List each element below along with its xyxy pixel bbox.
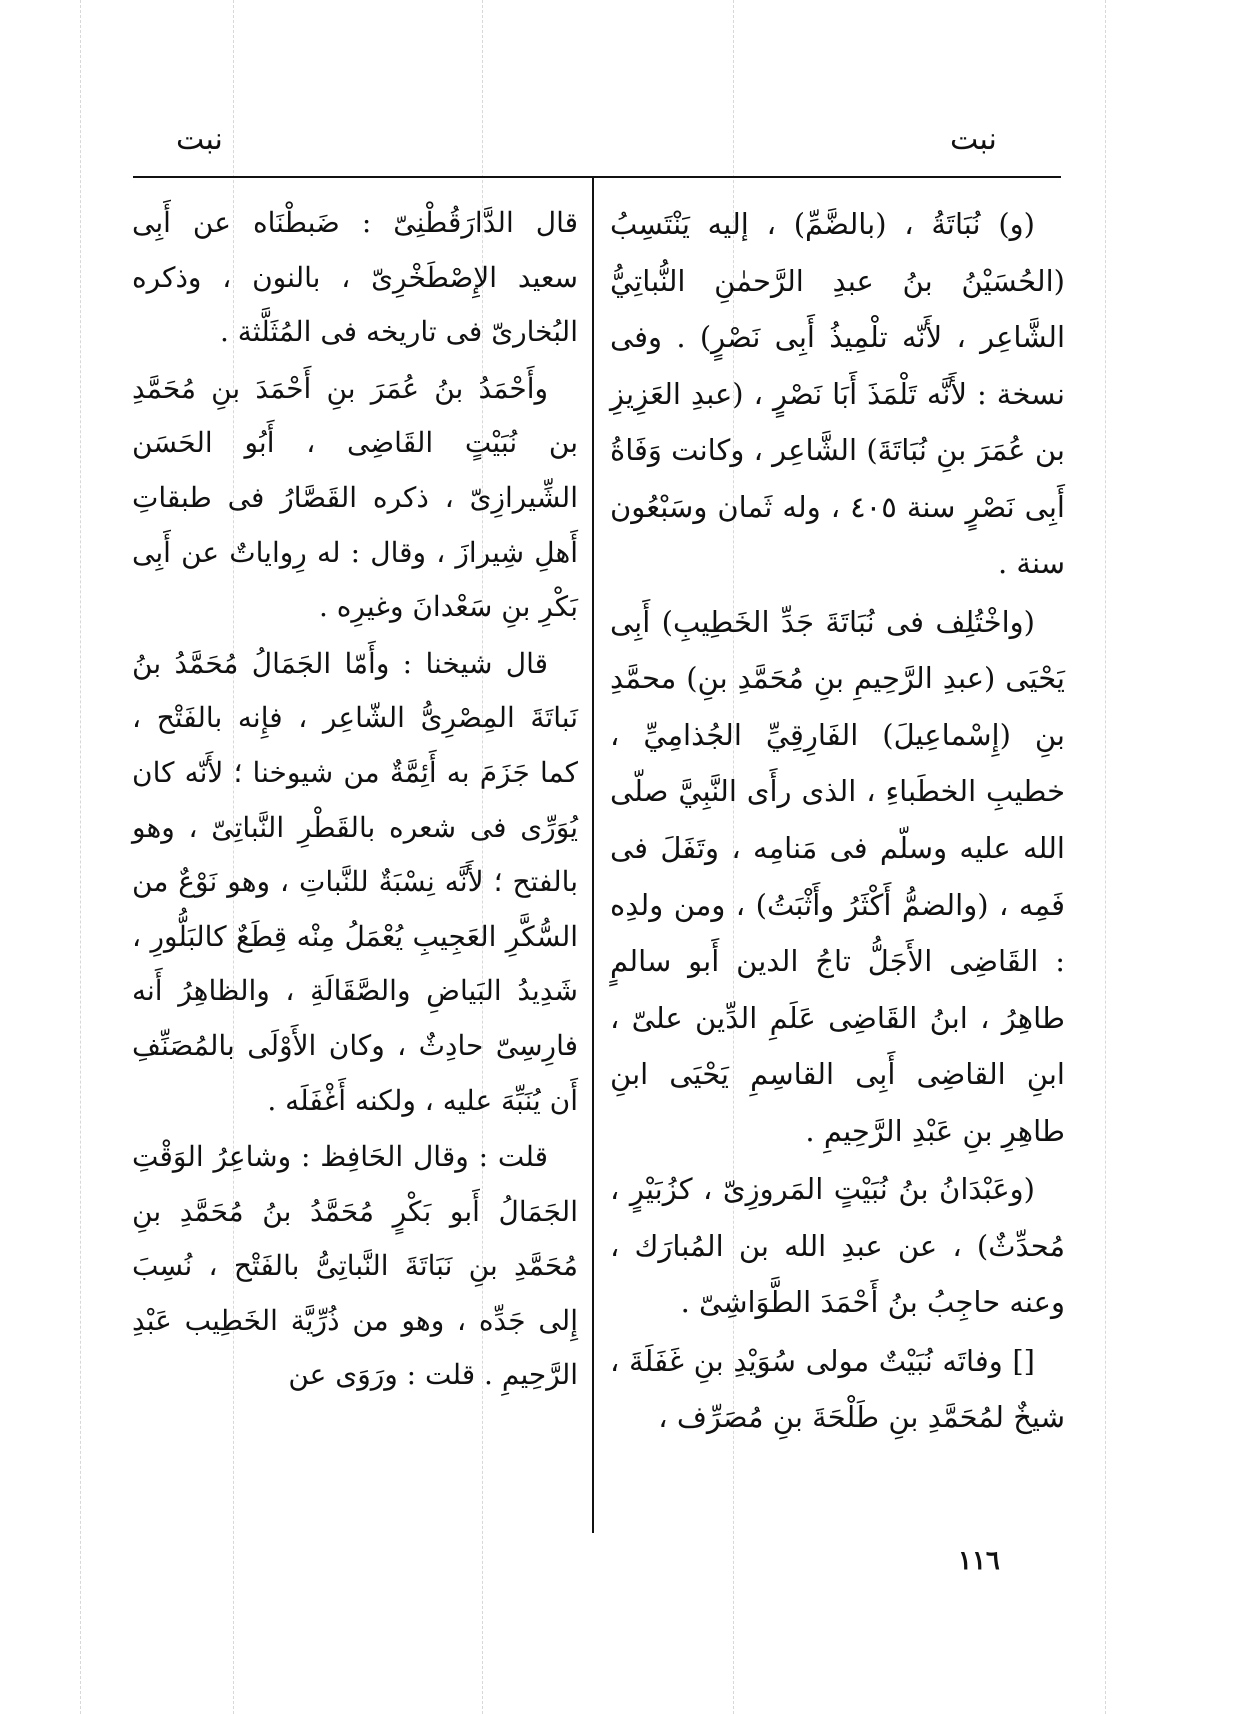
paragraph: (و) نُبَاتَةُ ، (بالضَّمِّ) ، إليه يَنْتَسِبُ (الحُسَيْنُ بنُ عبدِ الرَّحمٰنِ النُّباتِيُّ الشَّاعِر ، لأَنّه تلْمِيذُ أَبِى نَصْرٍ) . وفى نسخة : لأَنَّه تَلْمَذَ أَبَا نَصْرٍ ، (عبدِ العَزِيزِ بن عُمَرَ بنِ نُبَاتَةَ) الشَّاعِر ، وكانت وَفَاةُ أَبِى نَصْرٍ سنة ٤٠٥ ، وله ثَمان وسَبْعُون سنة . bbox=[610, 207, 1065, 581]
scan-guide-line bbox=[1105, 0, 1106, 1714]
paragraph: قلت : وقال الحَافِظ : وشاعِرُ الوَقْتِ الجَمَالُ أَبو بَكْرٍ مُحَمَّدُ بنُ مُحَمَّدِ بنِ مُحَمَّدِ بنِ نَبَاتَةَ النَّباتِىُّ بالفَتْح ، نُسِبَ إِلى جَدِّه ، وهو من ذُرِّيَّة الخَطِيب عَبْدِ الرَّحِيمِ . قلت : ورَوَى عن bbox=[132, 1140, 578, 1392]
right-column bbox=[610, 196, 1065, 1448]
paragraph: قال الدَّارَقُطْنِىّ : ضَبطْنَاه عن أَبِى سعيد الإِصْطَخْرِىّ ، بالنون ، وذكره البُخارىّ فى تاريخه فى المُثَلَّثة . bbox=[132, 206, 578, 349]
paragraph: قال شيخنا : وأَمّا الجَمَالُ مُحَمَّدُ بنُ نَباتَةَ المِصْرِىُّ الشّاعِر ، فإِنه بالفَتْح ، كما جَزَمَ به أَئِمَّةٌ من شيوخنا ؛ لأَنّه كان يُوَرِّى فى شعره بالقَطْرِ النَّباتِىّ ، وهو بالفتح ؛ لأَنَّه نِسْبَةٌ للنَّباتِ ، وهو نَوْعٌ من السُّكَّرِ العَجِيبِ يُعْمَلُ مِنْه قِطَعٌ كالبَلُّورِ ، شَدِيدُ البَياضِ والصَّقَالَةِ ، والظاهِرُ أَنه فارِسِىّ حادِثٌ ، وكان الأَوْلَى بالمُصَنِّفِ أَن يُنَبِّهَ عليه ، ولكنه أَغْفَلَه . bbox=[132, 646, 578, 1117]
header-rule bbox=[133, 176, 1061, 178]
running-header-left: نبت bbox=[176, 122, 223, 157]
running-header-right: نبت bbox=[950, 122, 997, 157]
paragraph: (وعَبْدَانُ بنُ نُبَيْتٍ المَروزِىّ ، كزُبَيْرٍ ، مُحدِّثٌ) ، عن عبدِ الله بن المُبارَك ، وعنه حاجِبُ بنُ أَحْمَدَ الطَّوَاشِىّ . bbox=[610, 1172, 1065, 1320]
column-divider bbox=[592, 178, 594, 1533]
paragraph: [] وفاتَه نُبَيْتٌ مولى سُوَيْدِ بنِ غَفَلَةَ ، شيخٌ لمُحَمَّدِ بنِ طَلْحَةَ بنِ مُصَرِّف ، bbox=[610, 1343, 1065, 1435]
paragraph: (واخْتُلِف فى نُبَاتَةَ جَدِّ الخَطِيبِ) أَبِى يَحْيَى (عبدِ الرَّحِيمِ بنِ مُحَمَّدِ بنِ) محمَّدِ بنِ (إِسْماعِيلَ) الفَارِقِيِّ الجُذامِيِّ ، خطيبِ الخطَباءِ ، الذى رأَى النَّبِيَّ صلّى الله عليه وسلّم فى مَنامِه ، وتَفَلَ فى فَمِه ، (والضمُّ أَكْثَرُ وأَثْبَتُ) ، ومن ولدِه : القَاضِى الأَجَلُّ تاجُ الدين أَبو سالمٍ طاهِرُ ، ابنُ القَاضِى عَلَمِ الدِّين علىّ ، ابنِ القاضِى أَبِى القاسِمِ يَحْيَى ابنِ طاهِرِ بنِ عَبْدِ الرَّحِيمِ . bbox=[610, 604, 1065, 1148]
scan-guide-line bbox=[80, 0, 81, 1714]
page-number: ١١٦ bbox=[958, 1546, 1000, 1576]
paragraph: وأَحْمَدُ بنُ عُمَرَ بنِ أَحْمَدَ بنِ مُحَمَّدِ بن نُبَيْتٍ القَاضِى ، أَبُو الحَسَن الشِّيرازِىّ ، ذكره القَصَّارُ فى طبقاتِ أَهلِ شِيرازَ ، وقال : له رِواياتٌ عن أَبِى بَكْرِ بنِ سَعْدانَ وغيرِه . bbox=[132, 371, 578, 624]
left-column bbox=[132, 196, 578, 1405]
